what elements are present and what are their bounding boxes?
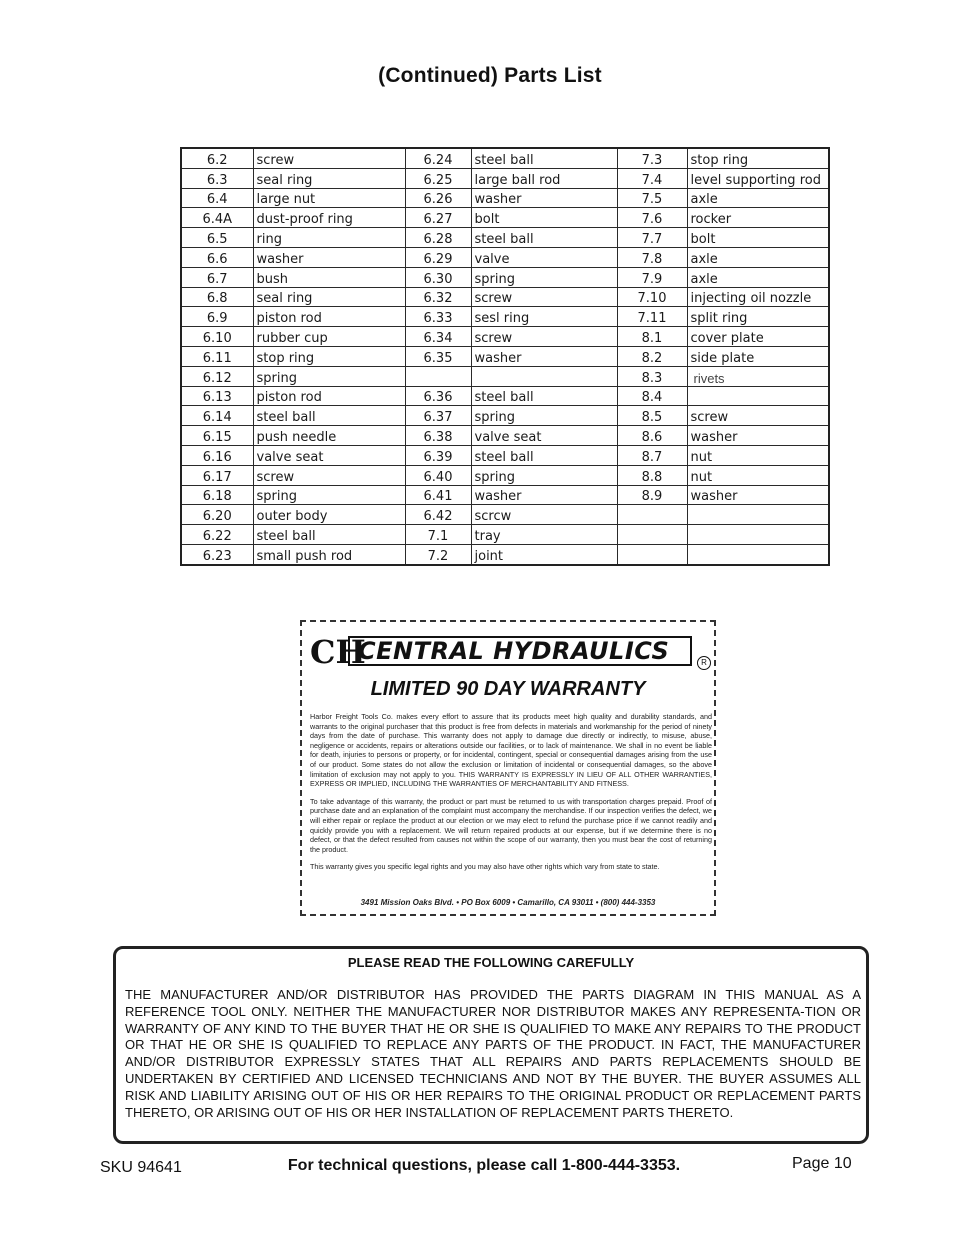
part-description-cell: washer xyxy=(687,485,829,505)
table-row xyxy=(181,208,829,228)
part-description-cell: large nut xyxy=(253,188,405,208)
part-number-cell xyxy=(617,505,687,525)
part-description-cell: washer xyxy=(687,426,829,446)
part-description-cell: screw xyxy=(471,327,617,347)
disclaimer-box xyxy=(113,946,869,1144)
part-description-cell: bolt xyxy=(471,208,617,228)
part-description-cell: washer xyxy=(471,188,617,208)
warranty-box xyxy=(300,620,716,916)
part-number-cell: 6.33 xyxy=(405,307,471,327)
part-description-cell: valve xyxy=(471,247,617,267)
part-description-cell: tray xyxy=(471,525,617,545)
part-number-cell: 8.9 xyxy=(617,485,687,505)
part-description-cell: piston rod xyxy=(253,386,405,406)
part-number-cell: 6.29 xyxy=(405,247,471,267)
part-number-cell: 6.10 xyxy=(181,327,253,347)
part-number-cell: 6.5 xyxy=(181,228,253,248)
table-row xyxy=(181,386,829,406)
part-description-cell: steel ball xyxy=(253,406,405,426)
part-number-cell: 6.12 xyxy=(181,366,253,386)
part-number-cell: 7.1 xyxy=(405,525,471,545)
part-description-cell: screw xyxy=(471,287,617,307)
part-number-cell: 6.35 xyxy=(405,346,471,366)
part-description-cell: valve seat xyxy=(253,445,405,465)
part-number-cell: 6.2 xyxy=(181,148,253,168)
part-description-cell: screw xyxy=(253,148,405,168)
part-number-cell: 6.36 xyxy=(405,386,471,406)
part-number-cell: 8.5 xyxy=(617,406,687,426)
part-description-cell: steel ball xyxy=(471,445,617,465)
part-description-cell: side plate xyxy=(687,346,829,366)
table-row xyxy=(181,505,829,525)
part-description-cell: joint xyxy=(471,544,617,564)
part-description-cell: screw xyxy=(687,406,829,426)
part-description-cell: steel ball xyxy=(471,148,617,168)
part-description-cell: small push rod xyxy=(253,544,405,564)
part-description-cell: spring xyxy=(471,465,617,485)
part-number-cell: 6.26 xyxy=(405,188,471,208)
brand-name: CENTRAL HYDRAULICS xyxy=(348,636,692,666)
table-row xyxy=(181,267,829,287)
part-number-cell: 6.42 xyxy=(405,505,471,525)
table-row xyxy=(181,406,829,426)
part-number-cell: 6.32 xyxy=(405,287,471,307)
part-number-cell: 6.16 xyxy=(181,445,253,465)
warranty-paragraph: This warranty gives you specific legal rights and you may also have other rights which vary from state to state. xyxy=(310,862,660,872)
part-number-cell: 6.28 xyxy=(405,228,471,248)
part-description-cell: washer xyxy=(471,485,617,505)
part-number-cell: 6.17 xyxy=(181,465,253,485)
company-address: 3491 Mission Oaks Blvd. • PO Box 6009 • Camarillo, CA 93011 • (800) 444-3353 xyxy=(360,898,656,907)
part-number-cell: 6.4 xyxy=(181,188,253,208)
table-row xyxy=(181,465,829,485)
part-description-cell: axle xyxy=(687,247,829,267)
part-number-cell: 6.38 xyxy=(405,426,471,446)
part-description-cell: bolt xyxy=(687,228,829,248)
part-description-cell: screw xyxy=(253,465,405,485)
part-description-cell: axle xyxy=(687,188,829,208)
part-description-cell: steel ball xyxy=(471,386,617,406)
part-number-cell xyxy=(617,544,687,564)
part-description-cell: seal ring xyxy=(253,287,405,307)
disclaimer-title: PLEASE READ THE FOLLOWING CAREFULLY xyxy=(347,955,635,970)
part-description-cell: valve seat xyxy=(471,426,617,446)
part-description-cell: steel ball xyxy=(471,228,617,248)
part-description-cell: piston rod xyxy=(253,307,405,327)
part-description-cell xyxy=(687,505,829,525)
part-description-cell: large ball rod xyxy=(471,168,617,188)
part-number-cell: 6.25 xyxy=(405,168,471,188)
part-number-cell: 7.10 xyxy=(617,287,687,307)
ch-logo-icon: CH xyxy=(310,633,366,671)
part-number-cell: 8.3 xyxy=(617,366,687,386)
part-number-cell: 6.15 xyxy=(181,426,253,446)
part-number-cell: 8.6 xyxy=(617,426,687,446)
table-row xyxy=(181,168,829,188)
part-number-cell: 7.3 xyxy=(617,148,687,168)
part-description-cell: stop ring xyxy=(253,346,405,366)
table-row xyxy=(181,544,829,564)
part-number-cell: 6.23 xyxy=(181,544,253,564)
part-number-cell: 6.4A xyxy=(181,208,253,228)
disclaimer-text: THE MANUFACTURER AND/OR DISTRIBUTOR HAS PROVIDED THE PARTS DIAGRAM IN THIS MANUAL AS A REFERENCE TOOL ONLY. NEITHER THE MANUFACTURER NOR DISTRIBUTOR MAKES ANY REPRESENTA-TION OR WARRANTY OF ANY KIND TO THE BUYER THAT HE OR SHE IS QUALIFIED TO MAKE ANY REPAIRS TO THE PRODUCT OR THAT HE OR SHE IS QUALIFIED TO REPLACE ANY PARTS OF THE PRODUCT. IN FACT, THE MANUFACTURER AND/OR DISTRIBUTOR EXPRESSLY STATES THAT ALL REPAIRS AND PARTS REPLACEMENTS SHOULD BE UNDERTAKEN BY CERTIFIED AND LICENSED TECHNICIANS AND NOT BY THE BUYER. THE BUYER ASSUMES ALL RISK AND LIABILITY ARISING OUT OF HIS OR HER REPAIRS TO THE ORIGINAL PRODUCT OR REPLACEMENT PARTS THERETO, OR ARISING OUT OF HIS OR HER INSTALLATION OF REPLACEMENT PARTS THERETO. xyxy=(125,987,861,1120)
part-description-cell: rubber cup xyxy=(253,327,405,347)
part-number-cell: 6.27 xyxy=(405,208,471,228)
part-number-cell: 6.39 xyxy=(405,445,471,465)
part-description-cell: spring xyxy=(253,485,405,505)
part-description-cell: outer body xyxy=(253,505,405,525)
registered-icon: R xyxy=(697,656,711,670)
part-description-cell: push needle xyxy=(253,426,405,446)
part-description-cell: dust-proof ring xyxy=(253,208,405,228)
part-description-cell: axle xyxy=(687,267,829,287)
part-number-cell: 8.2 xyxy=(617,346,687,366)
part-number-cell xyxy=(617,525,687,545)
part-number-cell: 8.4 xyxy=(617,386,687,406)
part-description-cell: bush xyxy=(253,267,405,287)
part-number-cell: 6.11 xyxy=(181,346,253,366)
part-number-cell: 7.8 xyxy=(617,247,687,267)
part-description-cell: nut xyxy=(687,465,829,485)
part-number-cell xyxy=(405,366,471,386)
part-description-cell xyxy=(687,544,829,564)
warranty-title: LIMITED 90 DAY WARRANTY xyxy=(370,678,646,700)
part-number-cell: 7.11 xyxy=(617,307,687,327)
table-row xyxy=(181,485,829,505)
footer-help-line: For technical questions, please call 1-800-444-3353. xyxy=(287,1157,681,1174)
part-description-cell: split ring xyxy=(687,307,829,327)
part-description-cell: sesl ring xyxy=(471,307,617,327)
part-number-cell: 6.41 xyxy=(405,485,471,505)
part-description-cell: spring xyxy=(471,267,617,287)
part-description-cell: rocker xyxy=(687,208,829,228)
part-description-cell xyxy=(471,366,617,386)
table-row xyxy=(181,228,829,248)
part-number-cell: 7.4 xyxy=(617,168,687,188)
part-number-cell: 8.1 xyxy=(617,327,687,347)
part-description-cell: washer xyxy=(253,247,405,267)
part-number-cell: 6.8 xyxy=(181,287,253,307)
table-row xyxy=(181,327,829,347)
part-number-cell: 6.24 xyxy=(405,148,471,168)
part-number-cell: 6.40 xyxy=(405,465,471,485)
part-number-cell: 6.9 xyxy=(181,307,253,327)
part-description-cell: spring xyxy=(253,366,405,386)
part-number-cell: 6.18 xyxy=(181,485,253,505)
warranty-text xyxy=(310,712,712,880)
table-row xyxy=(181,307,829,327)
part-number-cell: 6.3 xyxy=(181,168,253,188)
part-number-cell: 6.22 xyxy=(181,525,253,545)
part-number-cell: 6.7 xyxy=(181,267,253,287)
table-row xyxy=(181,525,829,545)
part-description-cell: cover plate xyxy=(687,327,829,347)
part-description-cell: injecting oil nozzle xyxy=(687,287,829,307)
table-row xyxy=(181,188,829,208)
part-number-cell: 7.7 xyxy=(617,228,687,248)
part-description-cell: stop ring xyxy=(687,148,829,168)
warranty-paragraph: To take advantage of this warranty, the product or part must be returned to us with transportation charges prepaid. Proof of purchase date and an explanation of the complaint must accompany the merchandise. If our inspection verifies the defect, we will either repair or replace the product at our election or we may elect to refund the purchase price if we cannot readily and quickly provide you with a replacement. We will return repaired products at our expense, but if we determine there is no defect, or that the defect resulted from causes not within the scope of our warranty, then you must bear the cost of returning the product. xyxy=(310,796,712,854)
part-number-cell: 6.6 xyxy=(181,247,253,267)
part-number-cell: 7.5 xyxy=(617,188,687,208)
table-row xyxy=(181,426,829,446)
part-description-cell: spring xyxy=(471,406,617,426)
parts-table-body xyxy=(181,148,829,565)
part-description-cell: scrcw xyxy=(471,505,617,525)
part-number-cell: 8.8 xyxy=(617,465,687,485)
part-number-cell: 7.2 xyxy=(405,544,471,564)
part-number-cell: 7.6 xyxy=(617,208,687,228)
part-number-cell: 6.14 xyxy=(181,406,253,426)
brand-logo xyxy=(308,630,712,670)
part-description-cell: rivets xyxy=(687,366,829,386)
page-title: (Continued) Parts List xyxy=(378,64,602,87)
part-number-cell: 7.9 xyxy=(617,267,687,287)
footer-page-number: Page 10 xyxy=(792,1155,852,1172)
part-number-cell: 8.7 xyxy=(617,445,687,465)
part-description-cell: nut xyxy=(687,445,829,465)
parts-list-table xyxy=(180,147,830,566)
part-description-cell: steel ball xyxy=(253,525,405,545)
part-number-cell: 6.34 xyxy=(405,327,471,347)
part-description-cell xyxy=(687,525,829,545)
table-row xyxy=(181,366,829,386)
part-number-cell: 6.20 xyxy=(181,505,253,525)
table-row xyxy=(181,445,829,465)
part-number-cell: 6.13 xyxy=(181,386,253,406)
table-row xyxy=(181,287,829,307)
part-description-cell: ring xyxy=(253,228,405,248)
part-description-cell: level supporting rod xyxy=(687,168,829,188)
table-row xyxy=(181,148,829,168)
part-number-cell: 6.30 xyxy=(405,267,471,287)
part-description-cell xyxy=(687,386,829,406)
footer-sku: SKU 94641 xyxy=(100,1159,182,1176)
warranty-paragraph: Harbor Freight Tools Co. makes every effort to assure that its products meet high quality and durability standards, and warrants to the original purchaser that this product is free from defects in materials and workmanship for the period of ninety days from the date of purchase. This warranty does not apply to damage due directly or indirectly, to misuse, abuse, negligence or accidents, repairs or alterations outside our facilities, or to lack of maintenance. We shall in no event be liable for death, injuries to persons or property, or for incidental, contingent, special or consequential damages arising from the use of our product. Some states do not allow the exclusion or limitation of incidental or consequential damages, so the above limitation of exclusion may not apply to you. THIS WARRANTY IS EXPRESSLY IN LIEU OF ALL OTHER WARRANTIES, EXPRESS OR IMPLIED, INCLUDING THE WARRANTIES OF MERCHANTABILITY AND FITNESS. xyxy=(310,712,712,789)
part-description-cell: seal ring xyxy=(253,168,405,188)
part-number-cell: 6.37 xyxy=(405,406,471,426)
table-row xyxy=(181,346,829,366)
table-row xyxy=(181,247,829,267)
part-description-cell: washer xyxy=(471,346,617,366)
